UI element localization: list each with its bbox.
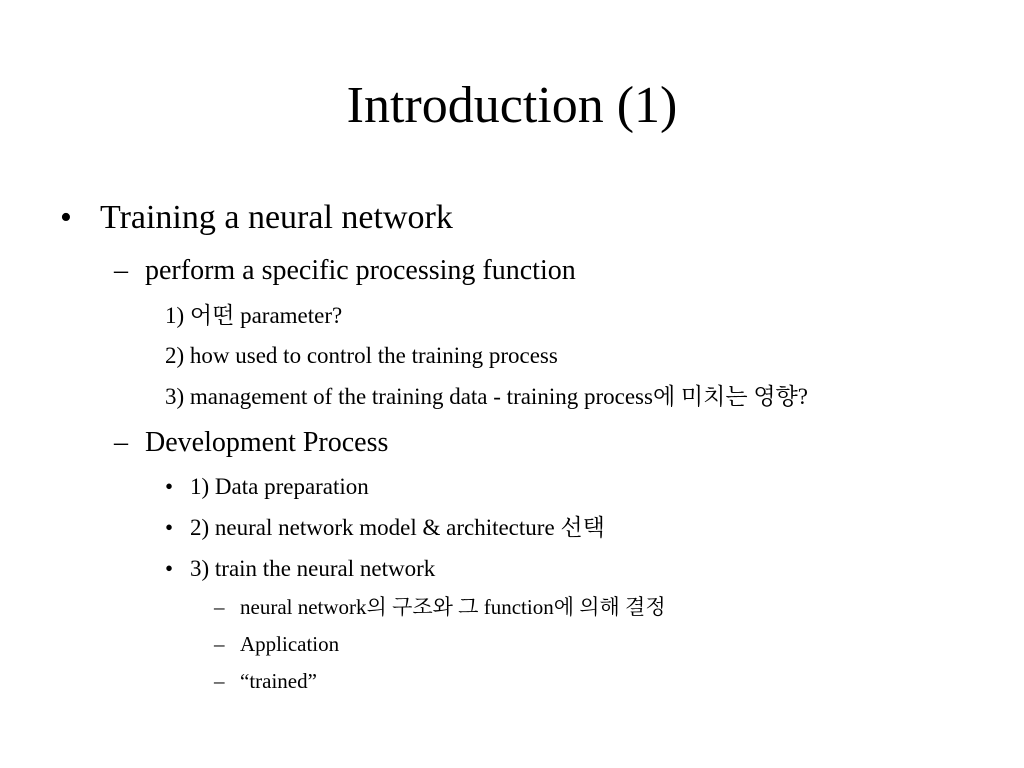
bullet-training-neural-network: Training a neural network [100,199,453,236]
dash-marker: – [114,255,128,286]
bullet-data-preparation: 1) Data preparation [190,474,369,499]
dash-marker: – [114,427,128,458]
dash-item-structure-function: neural network의 구조와 그 function에 의해 결정 [240,595,666,619]
numbered-item-control-training: 2) how used to control the training process [165,343,558,368]
dash-item-trained: “trained” [240,669,317,693]
bullet-marker: • [165,474,174,499]
bullet-marker: • [165,556,174,581]
numbered-item-parameter: 1) 어떤 parameter? [165,303,343,328]
bullet-model-architecture: 2) neural network model & architecture 선택 [190,515,605,540]
bullet-marker: • [60,199,72,236]
dash-marker: – [214,669,225,693]
slide-title: Introduction (1) [346,77,678,134]
dash-item-application: Application [240,632,340,656]
sub-item-development-process: Development Process [145,427,389,458]
dash-marker: – [214,595,225,619]
bullet-train-network: 3) train the neural network [190,556,436,581]
dash-marker: – [214,632,225,656]
numbered-item-training-data: 3) management of the training data - training process에 미치는 영향? [165,384,808,409]
bullet-marker: • [165,515,174,540]
sub-item-processing-function: perform a specific processing function [145,255,576,286]
